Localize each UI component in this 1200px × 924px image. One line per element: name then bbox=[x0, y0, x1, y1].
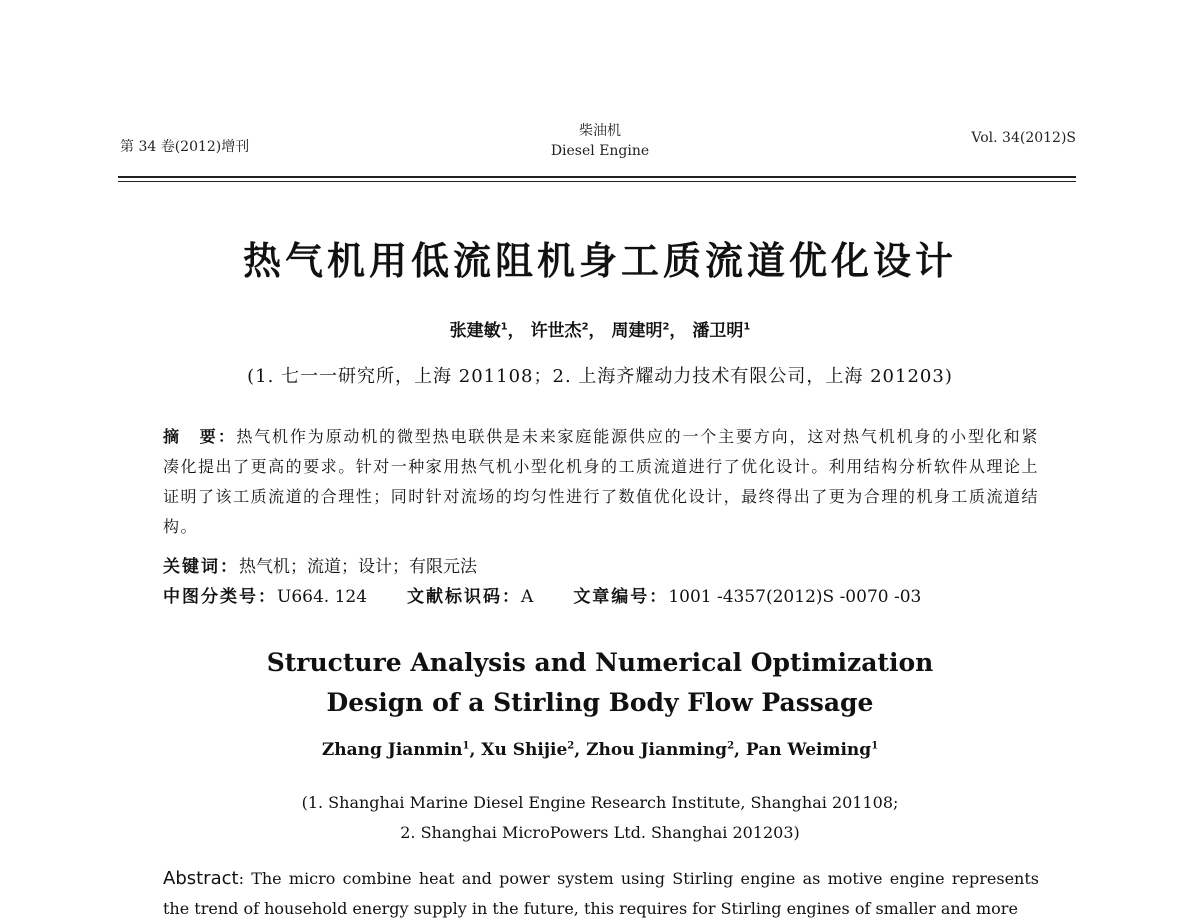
header-volume-en: Vol. 34(2012)S bbox=[971, 130, 1076, 146]
author-list-zh bbox=[0, 316, 1200, 341]
author-en: Pan Weiming$^1$ bbox=[745, 740, 879, 760]
abstract-en-text: The micro combine heat and power system using Stirling engine as motive engine represents the trend of household energy supply in the future, this requires for Stirling engines of smaller and more bbox=[163, 869, 1039, 918]
affiliation-en-line1: (1. Shanghai Marine Diesel Engine Research Institute, Shanghai 201108; bbox=[301, 793, 899, 812]
keywords-zh bbox=[163, 552, 1039, 577]
keywords-text: 热气机；流道；设计；有限元法 bbox=[239, 557, 477, 577]
author-zh: 潘卫明$^1$ bbox=[692, 321, 751, 341]
author-en: Zhou Jianming$^2$, bbox=[586, 740, 746, 760]
author-zh: 许世杰$^2$， bbox=[530, 321, 606, 341]
article-no-value: 1001 -4357(2012)S -0070 -03 bbox=[668, 587, 922, 607]
doc-code-label: 文献标识码： bbox=[407, 587, 522, 607]
abstract-en-label: Abstract bbox=[163, 868, 239, 889]
header-journal-zh: 柴油机 bbox=[579, 123, 621, 139]
author-list-en bbox=[0, 740, 1200, 760]
abstract-en-sep: : bbox=[238, 869, 244, 888]
header-volume: 第 34 卷(2012)增刊 bbox=[120, 139, 250, 155]
affiliation-en bbox=[0, 788, 1200, 848]
paper-title-zh: 热气机用低流阻机身工质流道优化设计 bbox=[242, 239, 957, 283]
abstract-en bbox=[163, 864, 1039, 924]
paper-title-en-line2: Design of a Stirling Body Flow Passage bbox=[326, 688, 874, 717]
abstract-zh bbox=[163, 422, 1039, 542]
author-zh: 张建敏$^1$， bbox=[449, 321, 525, 341]
abstract-zh-label: 摘 要： bbox=[163, 427, 237, 446]
author-en: Xu Shijie$^2$, bbox=[481, 740, 587, 760]
clc-label: 中图分类号： bbox=[163, 587, 277, 607]
keywords-label: 关键词： bbox=[163, 557, 239, 577]
paper-title-en-line1: Structure Analysis and Numerical Optimization bbox=[266, 648, 934, 677]
header-rule-thin bbox=[118, 181, 1076, 182]
affiliation-zh: (1. 七一一研究所，上海 201108；2. 上海齐耀动力技术有限公司，上海 201203) bbox=[247, 366, 953, 387]
paper-title-en bbox=[0, 643, 1200, 723]
classification-line bbox=[163, 582, 1039, 607]
abstract-zh-text: 热气机作为原动机的微型热电联供是未来家庭能源供应的一个主要方向，这对热气机机身的小型化和紧凑化提出了更高的要求。针对一种家用热气机小型化机身的工质流道进行了优化设计。利用结构分析软件从理论上证明了该工质流道的合理性；同时针对流场的均匀性进行了数值优化设计，最终得出了更为合理的机身工质流道结构。 bbox=[163, 427, 1039, 536]
header-journal-en: Diesel Engine bbox=[550, 143, 650, 159]
author-en: Zhang Jianmin$^1$, bbox=[321, 740, 482, 760]
doc-code-value: A bbox=[521, 587, 534, 607]
article-no-label: 文章编号： bbox=[573, 587, 669, 607]
affiliation-en-line2: 2. Shanghai MicroPowers Ltd. Shanghai 201203) bbox=[400, 823, 800, 842]
author-zh: 周建明$^2$， bbox=[611, 321, 687, 341]
header-rule-thick bbox=[118, 176, 1076, 178]
clc-value: U664. 124 bbox=[277, 587, 368, 607]
